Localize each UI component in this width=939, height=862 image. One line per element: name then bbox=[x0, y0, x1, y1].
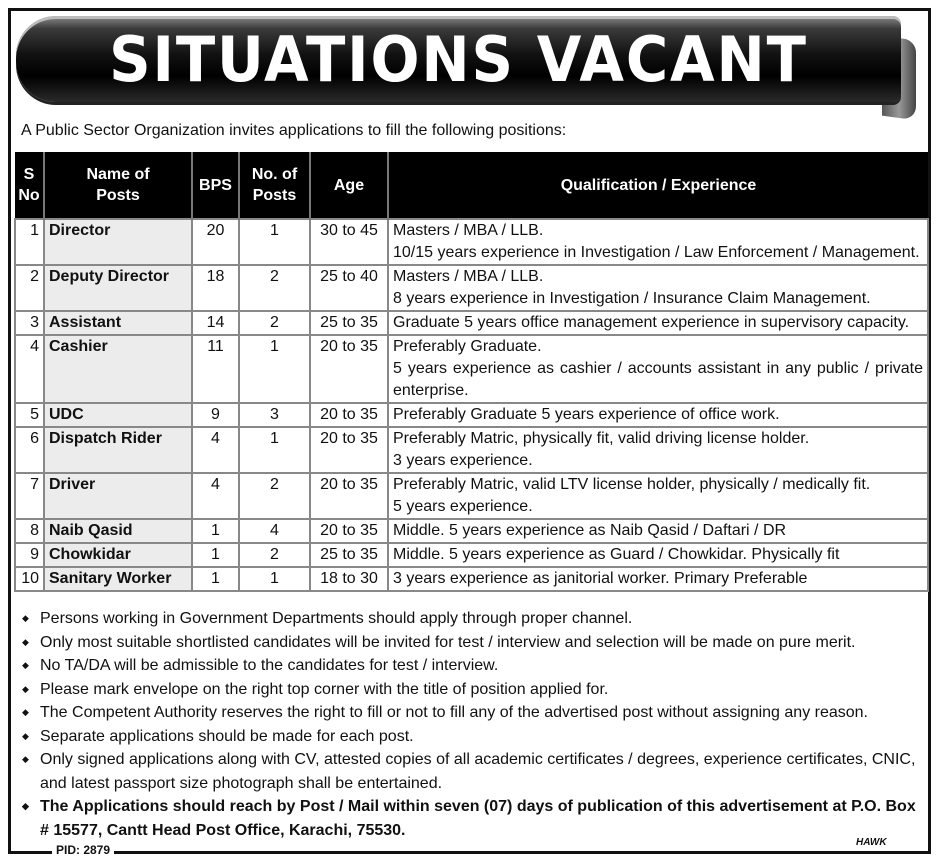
cell-age: 20 to 35 bbox=[310, 335, 388, 403]
intro-text: A Public Sector Organization invites applications to fill the following positions: bbox=[21, 122, 567, 139]
table-row bbox=[15, 403, 928, 427]
header-count: No. of Posts bbox=[239, 152, 310, 219]
table-row bbox=[15, 567, 928, 591]
cell-posts: 4 bbox=[239, 519, 310, 543]
cell-sno: 3 bbox=[15, 311, 44, 335]
footer-rule bbox=[8, 851, 931, 854]
cell-sno: 4 bbox=[15, 335, 44, 403]
cell-posts: 2 bbox=[239, 543, 310, 567]
cell-qualification: Preferably Matric, valid LTV license holder, physically / medically fit. 5 years experience. bbox=[388, 473, 928, 519]
cell-qualification: Preferably Graduate 5 years experience of office work. bbox=[388, 403, 928, 427]
table-row bbox=[15, 219, 928, 265]
page-title: SITUATIONS VACANT bbox=[109, 23, 808, 96]
cell-posts: 1 bbox=[239, 335, 310, 403]
header-name: Name of Posts bbox=[44, 152, 192, 219]
instruction-item: ◆ Persons working in Government Departments should apply through proper channel. bbox=[20, 607, 925, 631]
cell-age: 20 to 35 bbox=[310, 473, 388, 519]
cell-bps: 14 bbox=[192, 311, 239, 335]
instruction-item: ◆ Only signed applications along with CV, attested copies of all academic certificates / degrees, experience certificates, CNIC, and latest passport size photograph shall be entertained. bbox=[20, 748, 925, 795]
cell-age: 18 to 30 bbox=[310, 567, 388, 591]
cell-age: 20 to 35 bbox=[310, 519, 388, 543]
cell-sno: 5 bbox=[15, 403, 44, 427]
table-row bbox=[15, 427, 928, 473]
cell-bps: 11 bbox=[192, 335, 239, 403]
cell-posts: 2 bbox=[239, 265, 310, 311]
table-row bbox=[15, 335, 928, 403]
cell-posts: 1 bbox=[239, 567, 310, 591]
cell-qualification: Graduate 5 years office management experience in supervisory capacity. bbox=[388, 311, 928, 335]
cell-age: 25 to 40 bbox=[310, 265, 388, 311]
cell-age: 25 to 35 bbox=[310, 543, 388, 567]
cell-sno: 2 bbox=[15, 265, 44, 311]
cell-posts: 2 bbox=[239, 311, 310, 335]
cell-post-name: Cashier bbox=[44, 335, 192, 403]
table-row bbox=[15, 311, 928, 335]
header-age: Age bbox=[310, 152, 388, 219]
cell-post-name: Naib Qasid bbox=[44, 519, 192, 543]
instruction-item: ◆ Please mark envelope on the right top corner with the title of position applied for. bbox=[20, 678, 925, 702]
cell-posts: 3 bbox=[239, 403, 310, 427]
instruction-item: ◆ Only most suitable shortlisted candidates will be invited for test / interview and selection will be made on pure merit. bbox=[20, 631, 925, 655]
cell-posts: 2 bbox=[239, 473, 310, 519]
submission-address-item: ◆ The Applications should reach by Post / Mail within seven (07) days of publication of this advertisement at P.O. Box # 15577, Cantt Head Post Office, Karachi, 75530. bbox=[20, 795, 925, 842]
cell-sno: 1 bbox=[15, 219, 44, 265]
hawk-logo: HAWK bbox=[852, 837, 891, 848]
cell-posts: 1 bbox=[239, 427, 310, 473]
cell-post-name: Chowkidar bbox=[44, 543, 192, 567]
table-row bbox=[15, 473, 928, 519]
header-qualification: Qualification / Experience bbox=[388, 152, 928, 219]
cell-bps: 20 bbox=[192, 219, 239, 265]
table-header-row bbox=[15, 152, 928, 219]
table-row bbox=[15, 265, 928, 311]
instructions-list bbox=[20, 607, 925, 842]
cell-qualification: Masters / MBA / LLB. 10/15 years experience in Investigation / Law Enforcement / Management. bbox=[388, 219, 928, 265]
cell-age: 20 to 35 bbox=[310, 427, 388, 473]
cell-qualification: Preferably Matric, physically fit, valid driving license holder. 3 years experience. bbox=[388, 427, 928, 473]
cell-sno: 7 bbox=[15, 473, 44, 519]
cell-post-name: Deputy Director bbox=[44, 265, 192, 311]
cell-bps: 9 bbox=[192, 403, 239, 427]
cell-bps: 1 bbox=[192, 543, 239, 567]
cell-posts: 1 bbox=[239, 219, 310, 265]
cell-age: 30 to 45 bbox=[310, 219, 388, 265]
header-sno: S No bbox=[15, 152, 44, 219]
cell-post-name: Director bbox=[44, 219, 192, 265]
cell-sno: 6 bbox=[15, 427, 44, 473]
header-bps: BPS bbox=[192, 152, 239, 219]
table-row bbox=[15, 519, 928, 543]
table-row bbox=[15, 543, 928, 567]
cell-bps: 1 bbox=[192, 519, 239, 543]
pid-label: PID: 2879 bbox=[52, 843, 114, 857]
instruction-item: ◆ No TA/DA will be admissible to the candidates for test / interview. bbox=[20, 654, 925, 678]
cell-sno: 8 bbox=[15, 519, 44, 543]
cell-qualification: 3 years experience as janitorial worker. Primary Preferable bbox=[388, 567, 928, 591]
header-banner bbox=[16, 16, 916, 104]
cell-post-name: Assistant bbox=[44, 311, 192, 335]
instruction-item: ◆ The Competent Authority reserves the right to fill or not to fill any of the advertised post without assigning any reason. bbox=[20, 701, 925, 725]
cell-qualification: Preferably Graduate. 5 years experience as cashier / accounts assistant in any public / private enterprise. bbox=[388, 335, 928, 403]
cell-age: 20 to 35 bbox=[310, 403, 388, 427]
cell-bps: 4 bbox=[192, 427, 239, 473]
positions-table bbox=[14, 152, 929, 592]
cell-post-name: UDC bbox=[44, 403, 192, 427]
cell-qualification: Masters / MBA / LLB. 8 years experience in Investigation / Insurance Claim Management. bbox=[388, 265, 928, 311]
instruction-item: ◆ Separate applications should be made for each post. bbox=[20, 725, 925, 749]
cell-post-name: Dispatch Rider bbox=[44, 427, 192, 473]
cell-sno: 10 bbox=[15, 567, 44, 591]
cell-bps: 1 bbox=[192, 567, 239, 591]
cell-sno: 9 bbox=[15, 543, 44, 567]
cell-post-name: Driver bbox=[44, 473, 192, 519]
cell-post-name: Sanitary Worker bbox=[44, 567, 192, 591]
cell-age: 25 to 35 bbox=[310, 311, 388, 335]
cell-bps: 18 bbox=[192, 265, 239, 311]
cell-qualification: Middle. 5 years experience as Guard / Chowkidar. Physically fit bbox=[388, 543, 928, 567]
cell-bps: 4 bbox=[192, 473, 239, 519]
cell-qualification: Middle. 5 years experience as Naib Qasid / Daftari / DR bbox=[388, 519, 928, 543]
